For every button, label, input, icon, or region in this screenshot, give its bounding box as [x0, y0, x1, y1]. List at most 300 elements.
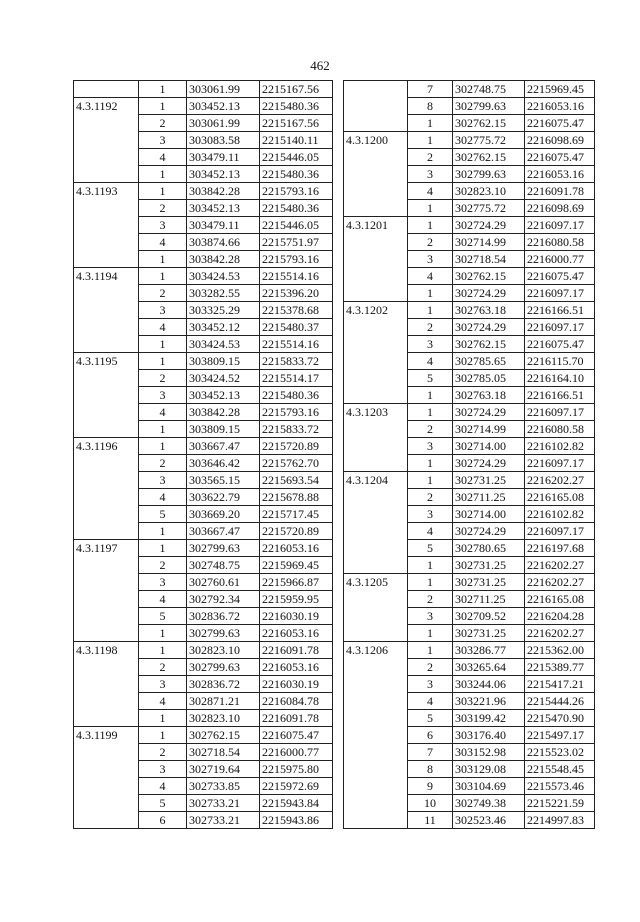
point-number-cell: 5: [408, 370, 453, 387]
y-coordinate-cell: 2216030.19: [260, 676, 333, 693]
coordinate-row: [344, 574, 595, 591]
point-number-cell: 7: [408, 744, 453, 761]
y-coordinate-cell: 2216202.27: [525, 472, 595, 489]
y-coordinate-cell: 2215480.36: [260, 200, 333, 217]
x-coordinate-cell: 302748.75: [187, 557, 260, 574]
point-number-cell: 3: [408, 608, 453, 625]
coordinate-row: [344, 81, 595, 98]
point-number-cell: 4: [408, 183, 453, 200]
x-coordinate-cell: 303129.08: [453, 761, 525, 778]
coordinate-row: [74, 98, 333, 115]
y-coordinate-cell: 2215396.20: [260, 285, 333, 302]
x-coordinate-cell: 302799.63: [453, 166, 525, 183]
point-number-cell: 2: [408, 319, 453, 336]
point-number-cell: 1: [408, 557, 453, 574]
y-coordinate-cell: 2215514.16: [260, 336, 333, 353]
coordinate-row: [74, 268, 333, 285]
x-coordinate-cell: 302762.15: [187, 727, 260, 744]
coordinate-row: [344, 132, 595, 149]
point-number-cell: 2: [408, 234, 453, 251]
coordinate-row: [344, 642, 595, 659]
parcel-id-cell: 4.3.1201: [344, 217, 408, 302]
y-coordinate-cell: 2215717.45: [260, 506, 333, 523]
point-number-cell: 1: [139, 183, 187, 200]
point-number-cell: 4: [139, 778, 187, 795]
parcel-id-cell: [74, 81, 139, 98]
point-number-cell: 4: [139, 404, 187, 421]
x-coordinate-cell: 303199.42: [453, 710, 525, 727]
point-number-cell: 4: [408, 523, 453, 540]
y-coordinate-cell: 2215720.89: [260, 438, 333, 455]
point-number-cell: 3: [408, 676, 453, 693]
y-coordinate-cell: 2215514.16: [260, 268, 333, 285]
point-number-cell: 1: [139, 421, 187, 438]
point-number-cell: 3: [408, 336, 453, 353]
point-number-cell: 3: [139, 387, 187, 404]
y-coordinate-cell: 2216030.19: [260, 608, 333, 625]
x-coordinate-cell: 303669.20: [187, 506, 260, 523]
y-coordinate-cell: 2215833.72: [260, 353, 333, 370]
x-coordinate-cell: 302714.99: [453, 234, 525, 251]
y-coordinate-cell: 2216102.82: [525, 438, 595, 455]
point-number-cell: 5: [139, 608, 187, 625]
parcel-id-cell: [344, 81, 408, 132]
point-number-cell: 2: [139, 370, 187, 387]
x-coordinate-cell: 303325.29: [187, 302, 260, 319]
point-number-cell: 1: [408, 302, 453, 319]
x-coordinate-cell: 302836.72: [187, 676, 260, 693]
x-coordinate-cell: 303809.15: [187, 421, 260, 438]
point-number-cell: 4: [408, 268, 453, 285]
point-number-cell: 5: [408, 540, 453, 557]
x-coordinate-cell: 302763.18: [453, 387, 525, 404]
y-coordinate-cell: 2215480.36: [260, 166, 333, 183]
y-coordinate-cell: 2215389.77: [525, 659, 595, 676]
x-coordinate-cell: 303809.15: [187, 353, 260, 370]
point-number-cell: 10: [408, 795, 453, 812]
point-number-cell: 3: [139, 132, 187, 149]
coordinate-row: [74, 438, 333, 455]
x-coordinate-cell: 302762.15: [453, 336, 525, 353]
point-number-cell: 8: [408, 761, 453, 778]
y-coordinate-cell: 2216075.47: [525, 115, 595, 132]
x-coordinate-cell: 302775.72: [453, 200, 525, 217]
x-coordinate-cell: 302718.54: [187, 744, 260, 761]
parcel-id-cell: 4.3.1204: [344, 472, 408, 574]
y-coordinate-cell: 2215480.37: [260, 319, 333, 336]
x-coordinate-cell: 302762.15: [453, 149, 525, 166]
y-coordinate-cell: 2216080.58: [525, 234, 595, 251]
x-coordinate-cell: 303667.47: [187, 438, 260, 455]
page-number: 462: [310, 58, 330, 73]
y-coordinate-cell: 2216097.17: [525, 319, 595, 336]
x-coordinate-cell: 302733.21: [187, 795, 260, 812]
y-coordinate-cell: 2216053.16: [260, 625, 333, 642]
x-coordinate-cell: 303842.28: [187, 404, 260, 421]
x-coordinate-cell: 302763.18: [453, 302, 525, 319]
y-coordinate-cell: 2215972.69: [260, 778, 333, 795]
x-coordinate-cell: 302733.85: [187, 778, 260, 795]
x-coordinate-cell: 302836.72: [187, 608, 260, 625]
point-number-cell: 2: [139, 200, 187, 217]
parcel-id-cell: 4.3.1205: [344, 574, 408, 642]
point-number-cell: 1: [139, 727, 187, 744]
x-coordinate-cell: 303452.13: [187, 98, 260, 115]
y-coordinate-cell: 2216075.47: [525, 149, 595, 166]
point-number-cell: 1: [408, 625, 453, 642]
x-coordinate-cell: 302719.64: [187, 761, 260, 778]
y-coordinate-cell: 2215943.86: [260, 812, 333, 829]
y-coordinate-cell: 2215969.45: [260, 557, 333, 574]
x-coordinate-cell: 302724.29: [453, 217, 525, 234]
y-coordinate-cell: 2216166.51: [525, 302, 595, 319]
y-coordinate-cell: 2216053.16: [260, 540, 333, 557]
point-number-cell: 1: [139, 98, 187, 115]
y-coordinate-cell: 2215966.87: [260, 574, 333, 591]
x-coordinate-cell: 302762.15: [453, 115, 525, 132]
point-number-cell: 3: [139, 761, 187, 778]
x-coordinate-cell: 302724.29: [453, 523, 525, 540]
y-coordinate-cell: 2216202.27: [525, 557, 595, 574]
y-coordinate-cell: 2216091.78: [260, 710, 333, 727]
x-coordinate-cell: 303842.28: [187, 251, 260, 268]
point-number-cell: 6: [139, 812, 187, 829]
y-coordinate-cell: 2216098.69: [525, 200, 595, 217]
x-coordinate-cell: 302711.25: [453, 489, 525, 506]
y-coordinate-cell: 2215470.90: [525, 710, 595, 727]
y-coordinate-cell: 2216075.47: [260, 727, 333, 744]
x-coordinate-cell: 302775.72: [453, 132, 525, 149]
y-coordinate-cell: 2216053.16: [260, 659, 333, 676]
point-number-cell: 2: [139, 659, 187, 676]
point-number-cell: 1: [139, 710, 187, 727]
point-number-cell: 1: [408, 472, 453, 489]
x-coordinate-cell: 303842.28: [187, 183, 260, 200]
y-coordinate-cell: 2215793.16: [260, 251, 333, 268]
point-number-cell: 3: [408, 506, 453, 523]
point-number-cell: 1: [408, 404, 453, 421]
point-number-cell: 1: [139, 642, 187, 659]
y-coordinate-cell: 2216202.27: [525, 625, 595, 642]
y-coordinate-cell: 2215480.36: [260, 387, 333, 404]
y-coordinate-cell: 2215417.21: [525, 676, 595, 693]
point-number-cell: 3: [139, 302, 187, 319]
x-coordinate-cell: 302785.65: [453, 353, 525, 370]
x-coordinate-cell: 303152.98: [453, 744, 525, 761]
y-coordinate-cell: 2215573.46: [525, 778, 595, 795]
point-number-cell: 3: [139, 472, 187, 489]
x-coordinate-cell: 302724.29: [453, 319, 525, 336]
y-coordinate-cell: 2216166.51: [525, 387, 595, 404]
point-number-cell: 2: [139, 285, 187, 302]
coordinate-row: [74, 642, 333, 659]
point-number-cell: 1: [139, 81, 187, 98]
parcel-id-cell: 4.3.1195: [74, 353, 139, 438]
point-number-cell: 3: [408, 251, 453, 268]
point-number-cell: 1: [139, 625, 187, 642]
point-number-cell: 4: [139, 319, 187, 336]
point-number-cell: 2: [139, 744, 187, 761]
y-coordinate-cell: 2216091.78: [260, 642, 333, 659]
x-coordinate-cell: 303452.13: [187, 166, 260, 183]
y-coordinate-cell: 2215678.88: [260, 489, 333, 506]
x-coordinate-cell: 302718.54: [453, 251, 525, 268]
x-coordinate-cell: 302714.00: [453, 506, 525, 523]
y-coordinate-cell: 2215693.54: [260, 472, 333, 489]
x-coordinate-cell: 303244.06: [453, 676, 525, 693]
coordinate-row: [344, 217, 595, 234]
point-number-cell: 9: [408, 778, 453, 795]
x-coordinate-cell: 303083.58: [187, 132, 260, 149]
y-coordinate-cell: 2215480.36: [260, 98, 333, 115]
coordinate-row: [344, 302, 595, 319]
x-coordinate-cell: 303286.77: [453, 642, 525, 659]
x-coordinate-cell: 303452.13: [187, 200, 260, 217]
x-coordinate-cell: 303452.13: [187, 387, 260, 404]
x-coordinate-cell: 303265.64: [453, 659, 525, 676]
point-number-cell: 7: [408, 81, 453, 98]
coordinates-table-left: [73, 80, 333, 829]
y-coordinate-cell: 2216080.58: [525, 421, 595, 438]
y-coordinate-cell: 2216097.17: [525, 217, 595, 234]
y-coordinate-cell: 2215523.02: [525, 744, 595, 761]
x-coordinate-cell: 303622.79: [187, 489, 260, 506]
point-number-cell: 6: [408, 727, 453, 744]
x-coordinate-cell: 302714.00: [453, 438, 525, 455]
x-coordinate-cell: 302733.21: [187, 812, 260, 829]
point-number-cell: 2: [408, 659, 453, 676]
point-number-cell: 4: [139, 489, 187, 506]
y-coordinate-cell: 2214997.83: [525, 812, 595, 829]
y-coordinate-cell: 2215943.84: [260, 795, 333, 812]
coordinate-row: [74, 540, 333, 557]
point-number-cell: 2: [408, 421, 453, 438]
point-number-cell: 1: [408, 217, 453, 234]
y-coordinate-cell: 2216165.08: [525, 591, 595, 608]
point-number-cell: 4: [139, 591, 187, 608]
x-coordinate-cell: 303221.96: [453, 693, 525, 710]
y-coordinate-cell: 2215140.11: [260, 132, 333, 149]
coordinate-row: [74, 727, 333, 744]
parcel-id-cell: 4.3.1203: [344, 404, 408, 472]
x-coordinate-cell: 303104.69: [453, 778, 525, 795]
y-coordinate-cell: 2216097.17: [525, 404, 595, 421]
coordinate-row: [74, 81, 333, 98]
coordinates-table-right: [343, 80, 595, 829]
coordinate-row: [344, 404, 595, 421]
y-coordinate-cell: 2216053.16: [525, 166, 595, 183]
point-number-cell: 8: [408, 98, 453, 115]
parcel-id-cell: 4.3.1196: [74, 438, 139, 540]
point-number-cell: 4: [139, 149, 187, 166]
point-number-cell: 5: [408, 710, 453, 727]
point-number-cell: 2: [139, 115, 187, 132]
y-coordinate-cell: 2215167.56: [260, 115, 333, 132]
x-coordinate-cell: 302731.25: [453, 557, 525, 574]
y-coordinate-cell: 2215959.95: [260, 591, 333, 608]
point-number-cell: 2: [139, 557, 187, 574]
y-coordinate-cell: 2215514.17: [260, 370, 333, 387]
point-number-cell: 1: [139, 540, 187, 557]
x-coordinate-cell: 302709.52: [453, 608, 525, 625]
y-coordinate-cell: 2215444.26: [525, 693, 595, 710]
y-coordinate-cell: 2216000.77: [260, 744, 333, 761]
point-number-cell: 4: [139, 693, 187, 710]
x-coordinate-cell: 302823.10: [453, 183, 525, 200]
point-number-cell: 11: [408, 812, 453, 829]
y-coordinate-cell: 2215378.68: [260, 302, 333, 319]
x-coordinate-cell: 302792.34: [187, 591, 260, 608]
x-coordinate-cell: 302799.63: [453, 98, 525, 115]
x-coordinate-cell: 303479.11: [187, 217, 260, 234]
point-number-cell: 1: [408, 132, 453, 149]
parcel-id-cell: 4.3.1194: [74, 268, 139, 353]
y-coordinate-cell: 2215362.00: [525, 642, 595, 659]
y-coordinate-cell: 2215751.97: [260, 234, 333, 251]
x-coordinate-cell: 303452.12: [187, 319, 260, 336]
x-coordinate-cell: 303176.40: [453, 727, 525, 744]
y-coordinate-cell: 2215221.59: [525, 795, 595, 812]
parcel-id-cell: 4.3.1198: [74, 642, 139, 727]
y-coordinate-cell: 2216202.27: [525, 574, 595, 591]
x-coordinate-cell: 303874.66: [187, 234, 260, 251]
parcel-id-cell: 4.3.1206: [344, 642, 408, 829]
point-number-cell: 1: [139, 353, 187, 370]
parcel-id-cell: 4.3.1193: [74, 183, 139, 268]
point-number-cell: 5: [139, 795, 187, 812]
point-number-cell: 5: [139, 506, 187, 523]
parcel-id-cell: 4.3.1200: [344, 132, 408, 217]
coordinate-row: [74, 183, 333, 200]
x-coordinate-cell: 303282.55: [187, 285, 260, 302]
y-coordinate-cell: 2216075.47: [525, 336, 595, 353]
x-coordinate-cell: 303424.53: [187, 336, 260, 353]
y-coordinate-cell: 2215793.16: [260, 183, 333, 200]
x-coordinate-cell: 302871.21: [187, 693, 260, 710]
x-coordinate-cell: 303424.53: [187, 268, 260, 285]
point-number-cell: 1: [139, 166, 187, 183]
x-coordinate-cell: 302762.15: [453, 268, 525, 285]
x-coordinate-cell: 302823.10: [187, 710, 260, 727]
point-number-cell: 1: [408, 115, 453, 132]
y-coordinate-cell: 2216165.08: [525, 489, 595, 506]
y-coordinate-cell: 2216164.10: [525, 370, 595, 387]
x-coordinate-cell: 302711.25: [453, 591, 525, 608]
x-coordinate-cell: 303667.47: [187, 523, 260, 540]
y-coordinate-cell: 2216097.17: [525, 523, 595, 540]
point-number-cell: 4: [139, 234, 187, 251]
point-number-cell: 1: [408, 200, 453, 217]
y-coordinate-cell: 2215446.05: [260, 217, 333, 234]
x-coordinate-cell: 302731.25: [453, 574, 525, 591]
y-coordinate-cell: 2216115.70: [525, 353, 595, 370]
x-coordinate-cell: 302748.75: [453, 81, 525, 98]
x-coordinate-cell: 303061.99: [187, 81, 260, 98]
x-coordinate-cell: 302799.63: [187, 540, 260, 557]
y-coordinate-cell: 2216091.78: [525, 183, 595, 200]
point-number-cell: 3: [408, 166, 453, 183]
point-number-cell: 1: [408, 642, 453, 659]
y-coordinate-cell: 2216204.28: [525, 608, 595, 625]
point-number-cell: 2: [408, 591, 453, 608]
y-coordinate-cell: 2215446.05: [260, 149, 333, 166]
point-number-cell: 4: [408, 353, 453, 370]
y-coordinate-cell: 2216000.77: [525, 251, 595, 268]
x-coordinate-cell: 303565.15: [187, 472, 260, 489]
x-coordinate-cell: 302785.05: [453, 370, 525, 387]
point-number-cell: 4: [408, 693, 453, 710]
x-coordinate-cell: 302799.63: [187, 625, 260, 642]
y-coordinate-cell: 2216102.82: [525, 506, 595, 523]
x-coordinate-cell: 302724.29: [453, 404, 525, 421]
parcel-id-cell: 4.3.1192: [74, 98, 139, 183]
x-coordinate-cell: 303646.42: [187, 455, 260, 472]
point-number-cell: 2: [408, 489, 453, 506]
y-coordinate-cell: 2216098.69: [525, 132, 595, 149]
y-coordinate-cell: 2215969.45: [525, 81, 595, 98]
point-number-cell: 1: [139, 523, 187, 540]
x-coordinate-cell: 302760.61: [187, 574, 260, 591]
coordinate-row: [344, 472, 595, 489]
point-number-cell: 1: [408, 455, 453, 472]
y-coordinate-cell: 2215167.56: [260, 81, 333, 98]
y-coordinate-cell: 2215793.16: [260, 404, 333, 421]
coordinate-row: [74, 353, 333, 370]
point-number-cell: 3: [408, 438, 453, 455]
point-number-cell: 2: [408, 149, 453, 166]
parcel-id-cell: 4.3.1199: [74, 727, 139, 829]
parcel-id-cell: 4.3.1197: [74, 540, 139, 642]
parcel-id-cell: 4.3.1202: [344, 302, 408, 404]
x-coordinate-cell: 303061.99: [187, 115, 260, 132]
y-coordinate-cell: 2215762.70: [260, 455, 333, 472]
y-coordinate-cell: 2215497.17: [525, 727, 595, 744]
x-coordinate-cell: 302799.63: [187, 659, 260, 676]
y-coordinate-cell: 2215975.80: [260, 761, 333, 778]
point-number-cell: 2: [139, 455, 187, 472]
x-coordinate-cell: 302724.29: [453, 285, 525, 302]
y-coordinate-cell: 2215548.45: [525, 761, 595, 778]
y-coordinate-cell: 2216097.17: [525, 285, 595, 302]
y-coordinate-cell: 2216075.47: [525, 268, 595, 285]
x-coordinate-cell: 302731.25: [453, 472, 525, 489]
x-coordinate-cell: 302780.65: [453, 540, 525, 557]
x-coordinate-cell: 303479.11: [187, 149, 260, 166]
point-number-cell: 1: [408, 574, 453, 591]
point-number-cell: 1: [139, 438, 187, 455]
x-coordinate-cell: 302823.10: [187, 642, 260, 659]
x-coordinate-cell: 302749.38: [453, 795, 525, 812]
point-number-cell: 3: [139, 574, 187, 591]
x-coordinate-cell: 303424.52: [187, 370, 260, 387]
point-number-cell: 3: [139, 676, 187, 693]
y-coordinate-cell: 2216097.17: [525, 455, 595, 472]
y-coordinate-cell: 2215833.72: [260, 421, 333, 438]
point-number-cell: 1: [408, 285, 453, 302]
x-coordinate-cell: 302731.25: [453, 625, 525, 642]
y-coordinate-cell: 2215720.89: [260, 523, 333, 540]
point-number-cell: 1: [139, 336, 187, 353]
y-coordinate-cell: 2216084.78: [260, 693, 333, 710]
x-coordinate-cell: 302523.46: [453, 812, 525, 829]
y-coordinate-cell: 2216197.68: [525, 540, 595, 557]
point-number-cell: 1: [408, 387, 453, 404]
x-coordinate-cell: 302724.29: [453, 455, 525, 472]
point-number-cell: 3: [139, 217, 187, 234]
y-coordinate-cell: 2216053.16: [525, 98, 595, 115]
x-coordinate-cell: 302714.99: [453, 421, 525, 438]
point-number-cell: 1: [139, 268, 187, 285]
